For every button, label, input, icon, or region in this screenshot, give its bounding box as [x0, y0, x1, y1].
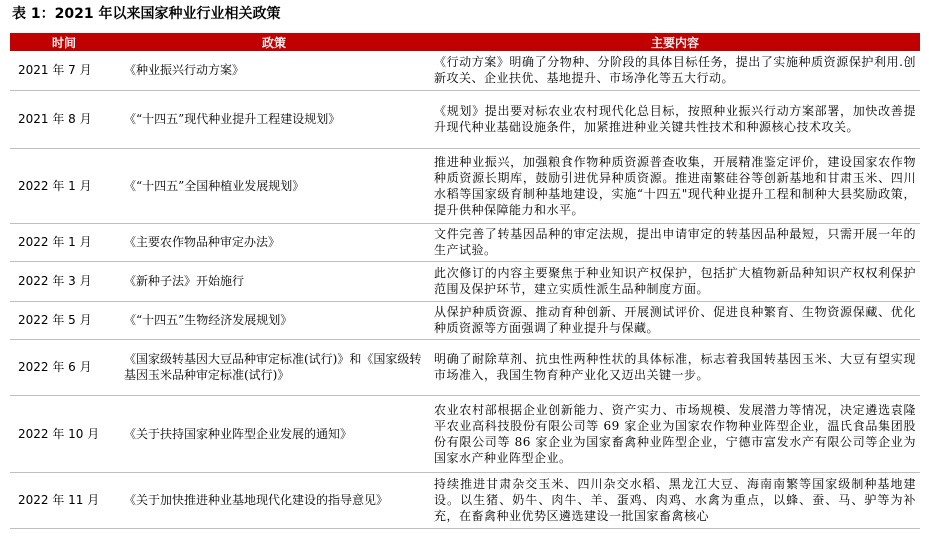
table-header-row [10, 33, 920, 51]
cell-time: 2022 年 10 月 [10, 395, 118, 472]
table-row [10, 339, 920, 395]
table-row [10, 301, 920, 339]
cell-content: 推进种业振兴，加强粮食作物种质资源普查收集，开展精准鉴定评价，建设国家农作物种质资源长期库，鼓励引进优异种质资源。推进南繁硅谷等创新基地和甘肃玉米、四川水稻等国家级育制种基地建设，实施“十四五"现代种业提升工程和制种大县奖励政策，提升供种保障能力和水平。 [430, 148, 920, 223]
table-row [10, 223, 920, 261]
table-title: 表 1：2021 年以来国家种业行业相关政策 [12, 6, 281, 22]
cell-policy: 《“十四五”现代种业提升工程建设规划》 [118, 90, 430, 148]
table-row [10, 51, 920, 90]
policy-table [10, 33, 920, 529]
cell-policy: 《关于扶持国家种业阵型企业发展的通知》 [118, 395, 430, 472]
cell-policy: 《新种子法》开始施行 [118, 261, 430, 301]
cell-policy: 《“十四五”全国种植业发展规划》 [118, 148, 430, 223]
cell-time: 2022 年 11 月 [10, 472, 118, 528]
cell-time: 2021 年 7 月 [10, 51, 118, 90]
cell-content: 《行动方案》明确了分物种、分阶段的具体目标任务，提出了实施种质资源保护利用.创新攻关、企业扶优、基地提升、市场净化等五大行动。 [430, 51, 920, 90]
cell-time: 2022 年 5 月 [10, 301, 118, 339]
cell-policy: 《“十四五”生物经济发展规划》 [118, 301, 430, 339]
header-policy: 政策 [118, 33, 430, 51]
table-row [10, 395, 920, 472]
header-time: 时间 [10, 33, 118, 51]
cell-content: 农业农村部根据企业创新能力、资产实力、市场规模、发展潜力等情况，决定遴选袁隆平农业高科技股份有限公司等 69 家企业为国家农作物种业阵型企业，温氏食品集团股份有限公司等 86 家企业为国家畜禽种业阵型企业，宁德市富发水产有限公司等企业为国家水产种业阵型企业。 [430, 395, 920, 472]
cell-content: 此次修订的内容主要聚焦于种业知识产权保护，包括扩大植物新品种知识产权权利保护范围及保护环节，建立实质性派生品种制度方面。 [430, 261, 920, 301]
cell-content: 持续推进甘肃杂交玉米、四川杂交水稻、黑龙江大豆、海南南繁等国家级制种基地建设。以生猪、奶牛、肉牛、羊、蛋鸡、肉鸡、水禽为重点，以蜂、蚕、马、驴等为补充，在畜禽种业优势区遴选建设一批国家畜禽核心 [430, 472, 920, 528]
cell-time: 2022 年 1 月 [10, 223, 118, 261]
table-row [10, 90, 920, 148]
cell-policy: 《关于加快推进种业基地现代化建设的指导意见》 [118, 472, 430, 528]
cell-time: 2022 年 3 月 [10, 261, 118, 301]
cell-policy: 《国家级转基因大豆品种审定标准(试行)》和《国家级转基因玉米品种审定标准(试行)》 [118, 339, 430, 395]
cell-content: 从保护种质资源、推动育种创新、开展测试评价、促进良种繁育、生物资源保藏、优化种质资源等方面强调了种业提升与保藏。 [430, 301, 920, 339]
cell-content: 文件完善了转基因品种的审定法规，提出申请审定的转基因品种最短，只需开展一年的生产试验。 [430, 223, 920, 261]
cell-time: 2022 年 6 月 [10, 339, 118, 395]
cell-time: 2022 年 1 月 [10, 148, 118, 223]
cell-time: 2021 年 8 月 [10, 90, 118, 148]
header-content: 主要内容 [430, 33, 920, 51]
cell-policy: 《主要农作物品种审定办法》 [118, 223, 430, 261]
table-row [10, 472, 920, 528]
table-row [10, 261, 920, 301]
cell-content: 明确了耐除草剂、抗虫性两种性状的具体标准，标志着我国转基因玉米、大豆有望实现市场准入，我国生物育种产业化又迈出关键一步。 [430, 339, 920, 395]
cell-content: 《规划》提出要对标农业农村现代化总目标，按照种业振兴行动方案部署，加快改善提升现代种业基础设施条件，加紧推进种业关键共性技术和种源核心技术攻关。 [430, 90, 920, 148]
cell-policy: 《种业振兴行动方案》 [118, 51, 430, 90]
table-row [10, 148, 920, 223]
